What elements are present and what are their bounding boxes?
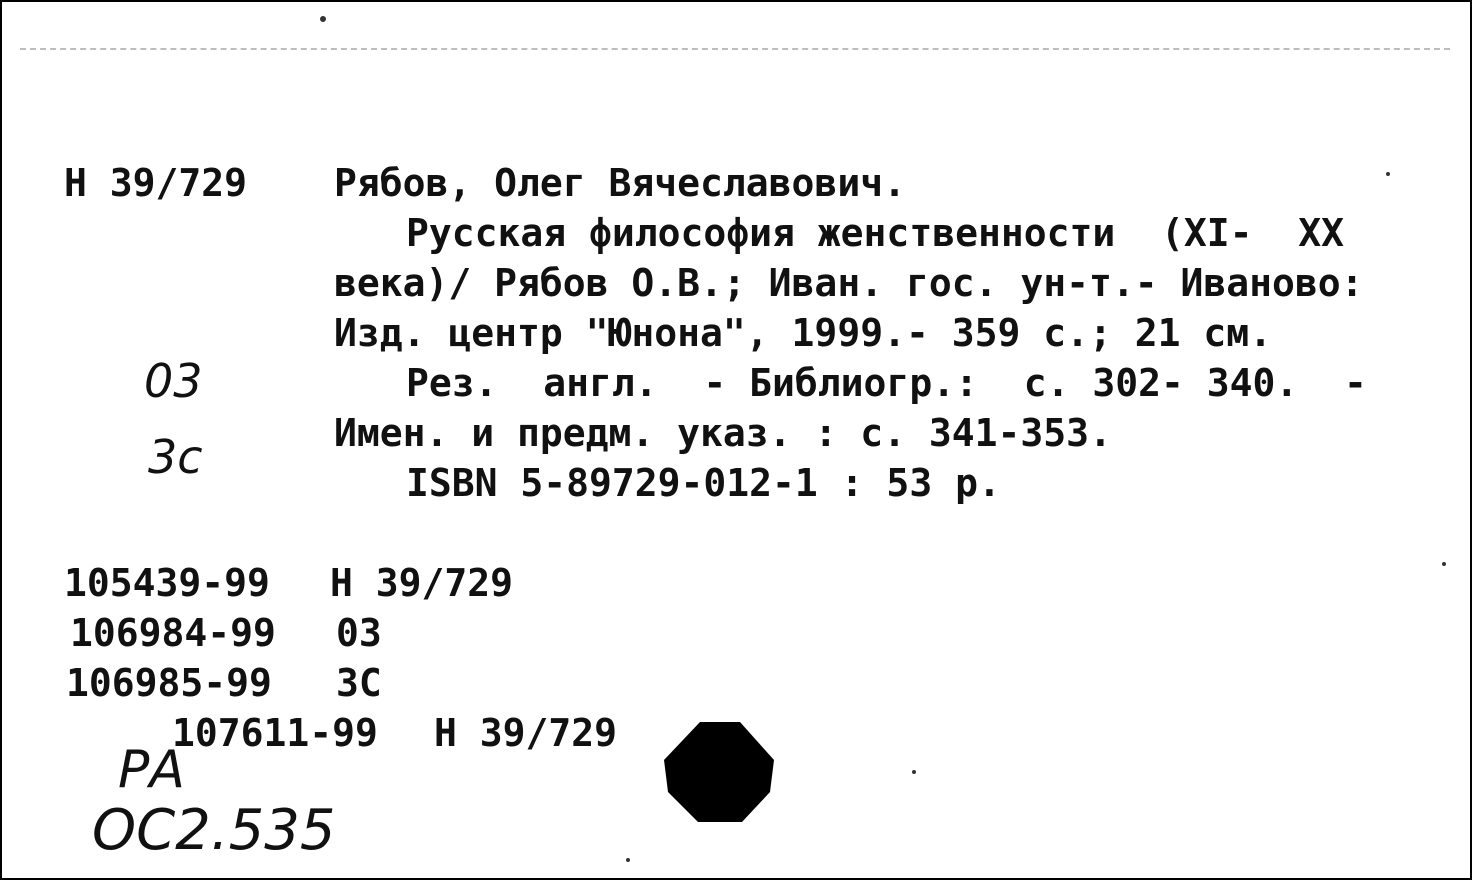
note-line-2: Имен. и предм. указ. : с. 341-353.	[334, 411, 1112, 455]
title-line-1: Русская философия женственности (XI- XX	[406, 211, 1344, 255]
shelfmark: Н 39/729	[64, 161, 248, 205]
top-perforation-line	[20, 48, 1450, 50]
scan-speck	[912, 770, 916, 774]
handwritten-note-line-1: РА	[118, 740, 185, 800]
accession-number: 106984-99	[70, 611, 276, 655]
author-heading: Рябов, Олег Вячеславович.	[334, 161, 906, 205]
punched-hole-icon	[662, 720, 778, 824]
accession-location: 3С	[336, 661, 382, 705]
scan-speck	[626, 858, 630, 862]
accession-number: 107611-99	[172, 711, 378, 755]
scan-speck	[1386, 172, 1390, 176]
handwritten-note-line-2: ОС2.535	[92, 798, 336, 863]
handwritten-code-3c: 3с	[148, 430, 203, 484]
accession-location: Н 39/729	[330, 561, 514, 605]
accession-location: Н 39/729	[434, 711, 618, 755]
accession-location: 03	[336, 611, 382, 655]
title-line-3: Изд. центр "Юнона", 1999.- 359 с.; 21 см.	[334, 311, 1272, 355]
title-line-2: века)/ Рябов О.В.; Иван. гос. ун-т.- Иваново:	[334, 261, 1364, 305]
isbn-line: ISBN 5-89729-012-1 : 53 р.	[406, 461, 1001, 505]
handwritten-code-03: 03	[144, 354, 203, 408]
scan-speck	[320, 16, 326, 22]
note-line-1: Рез. англ. - Библиогр.: с. 302- 340. -	[406, 361, 1367, 405]
accession-number: 105439-99	[64, 561, 270, 605]
accession-number: 106985-99	[66, 661, 272, 705]
scan-speck	[1442, 562, 1446, 566]
